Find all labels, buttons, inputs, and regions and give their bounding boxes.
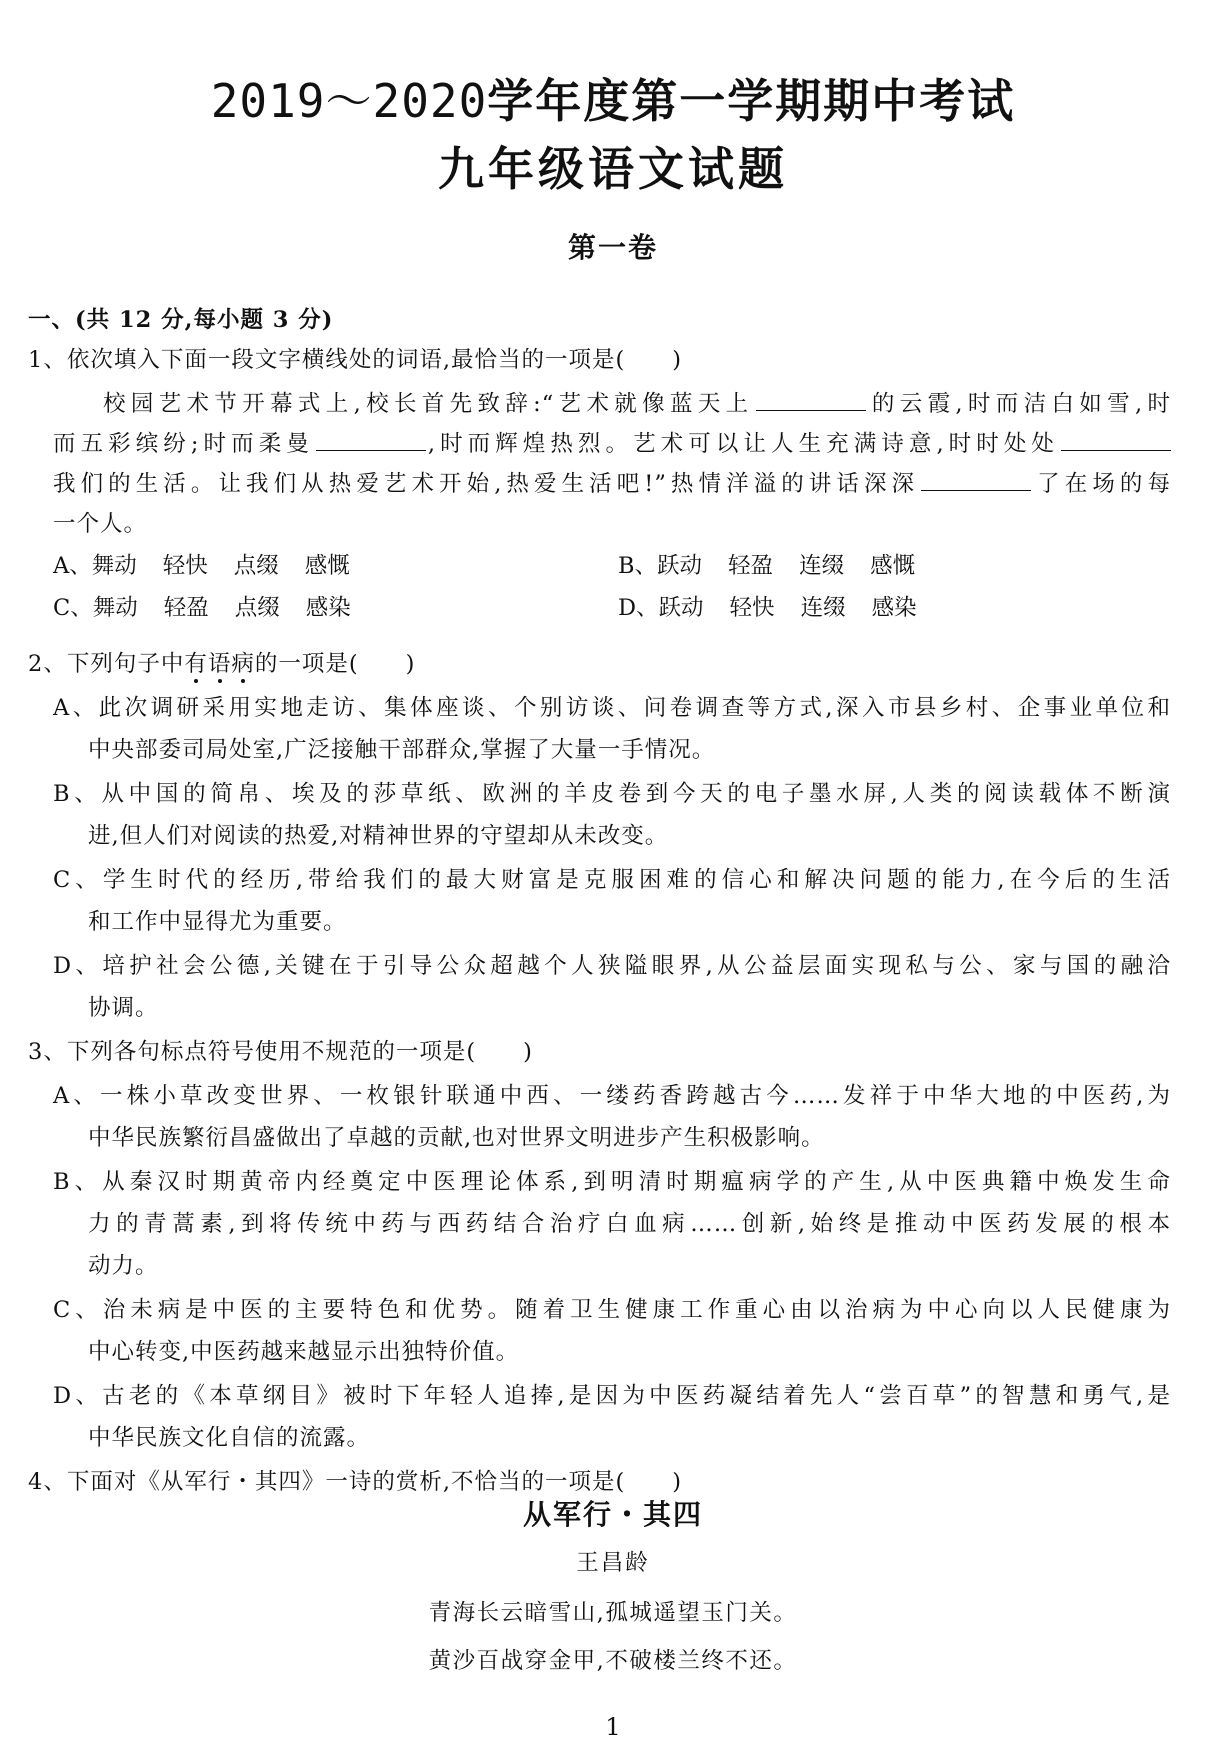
option-text: 感慨 <box>870 553 916 579</box>
q3-option-d-line-2: 中华民族文化自信的流露。 <box>88 1425 371 1451</box>
poem-line-2: 黄沙百战穿金甲,不破楼兰终不还。 <box>428 1648 798 1674</box>
q2-option-b-line-2: 进,但人们对阅读的热爱,对精神世界的守望却从未改变。 <box>88 823 669 849</box>
q2-stem-text: 2、下列句子中 <box>28 651 185 677</box>
q1-option-b[interactable] <box>618 546 941 586</box>
q3-option-d-line-1[interactable]: D、古老的《本草纲目》被时下年轻人追捧,是因为中医药凝结着先人“尝百草”的智慧和勇气,是 <box>53 1383 1171 1409</box>
q2-option-c-line-1[interactable]: C、学生时代的经历,带给我们的最大财富是克服困难的信心和解决问题的能力,在今后的生活 <box>53 867 1171 893</box>
q2-stem <box>28 644 415 684</box>
q2-stem-emphasis <box>184 651 255 677</box>
q1-passage-line-1 <box>103 384 1171 424</box>
q1-passage-line-2 <box>53 424 1171 464</box>
q1-passage-text: 我们的生活。让我们从热爱艺术开始,热爱生活吧!”热情洋溢的讲话深深 <box>53 471 920 497</box>
fill-blank <box>756 388 866 411</box>
option-text: A、舞动 <box>53 553 137 579</box>
q2-option-b-line-1[interactable]: B、从中国的简帛、埃及的莎草纸、欧洲的羊皮卷到今天的电子墨水屏,人类的阅读载体不断演 <box>53 781 1171 807</box>
option-text: 轻快 <box>162 553 208 579</box>
q1-option-c[interactable] <box>53 588 377 628</box>
q3-stem: 3、下列各句标点符号使用不规范的一项是( ) <box>28 1039 533 1065</box>
option-text: 点缀 <box>234 595 280 621</box>
q3-option-b-line-1[interactable]: B、从秦汉时期黄帝内经奠定中医理论体系,到明清时期瘟病学的产生,从中医典籍中焕发生命 <box>53 1169 1171 1195</box>
exam-year: 2019～2020 <box>210 74 488 128</box>
exam-subtitle: 九年级语文试题 <box>438 142 788 196</box>
fill-blank <box>921 468 1031 491</box>
q1-option-a[interactable] <box>53 546 376 586</box>
poem-author: 王昌龄 <box>576 1550 650 1576</box>
option-text: 点缀 <box>233 553 279 579</box>
q1-passage-line-3 <box>53 464 1171 504</box>
q2-stem-text: 的一项是( ) <box>254 651 416 677</box>
page-number: 1 <box>605 1713 621 1741</box>
q1-option-d[interactable] <box>618 588 943 628</box>
option-text: 连缀 <box>800 595 846 621</box>
q1-passage-text: 了在场的每 <box>1033 471 1171 497</box>
q1-passage-text: 的云霞,时而洁白如雪,时 <box>867 391 1171 417</box>
q2-option-a-line-2: 中央部委司局处室,广泛接触干部群众,掌握了大量一手情况。 <box>88 737 716 763</box>
exam-title-main: 学年度第一学期期中考试 <box>487 74 1016 128</box>
q1-passage-text: ,时而辉煌热烈。艺术可以让人生充满诗意,时时处处 <box>427 431 1059 457</box>
section-heading: 一、(共 12 分,每小题 3 分) <box>28 307 334 333</box>
option-text: B、跃动 <box>618 553 703 579</box>
emphasis-char: 有 <box>184 651 208 677</box>
q2-option-d-line-2: 协调。 <box>88 995 159 1021</box>
option-text: C、舞动 <box>53 595 138 621</box>
option-text: 感染 <box>305 595 351 621</box>
emphasis-char: 语 <box>207 651 232 677</box>
option-text: 感慨 <box>304 553 350 579</box>
option-text: 轻盈 <box>728 553 774 579</box>
volume-label: 第一卷 <box>567 231 658 264</box>
poem-line-1: 青海长云暗雪山,孤城遥望玉门关。 <box>428 1600 798 1626</box>
emphasis-char: 病 <box>231 651 255 677</box>
q1-passage-text: 而五彩缤纷;时而柔曼 <box>53 431 314 457</box>
q3-option-a-line-1[interactable]: A、一株小草改变世界、一枚银针联通中西、一缕药香跨越古今……发祥于中华大地的中医药,为 <box>53 1083 1171 1109</box>
q3-option-c-line-2: 中心转变,中医药越来越显示出独特价值。 <box>88 1339 520 1365</box>
q1-stem: 1、依次填入下面一段文字横线处的词语,最恰当的一项是( ) <box>28 347 683 373</box>
q4-stem: 4、下面对《从军行・其四》一诗的赏析,不恰当的一项是( ) <box>28 1469 683 1495</box>
q1-passage-line-4: 一个人。 <box>53 511 148 537</box>
option-text: 轻盈 <box>163 595 209 621</box>
q3-option-c-line-1[interactable]: C、治未病是中医的主要特色和优势。随着卫生健康工作重心由以治病为中心向以人民健康为 <box>53 1297 1171 1323</box>
option-text: 连缀 <box>799 553 845 579</box>
fill-blank <box>1061 428 1171 451</box>
q3-option-b-line-3: 动力。 <box>88 1253 159 1279</box>
q3-option-a-line-2: 中华民族繁衍昌盛做出了卓越的贡献,也对世界文明进步产生积极影响。 <box>88 1125 825 1151</box>
option-text: D、跃动 <box>618 595 704 621</box>
q2-option-a-line-1[interactable]: A、此次调研采用实地走访、集体座谈、个别访谈、问卷调查等方式,深入市县乡村、企事业单位和 <box>53 695 1171 721</box>
exam-title <box>0 70 1226 132</box>
poem-title: 从军行・其四 <box>522 1498 703 1531</box>
q2-option-c-line-2: 和工作中显得尤为重要。 <box>88 909 347 935</box>
q3-option-b-line-2: 力的青蒿素,到将传统中药与西药结合治疗白血病……创新,始终是推动中医药发展的根本 <box>88 1211 1171 1237</box>
option-text: 感染 <box>871 595 917 621</box>
option-text: 轻快 <box>729 595 775 621</box>
q1-passage-text: 校园艺术节开幕式上,校长首先致辞:“艺术就像蓝天上 <box>103 391 754 417</box>
q2-option-d-line-1[interactable]: D、培护社会公德,关键在于引导公众超越个人狭隘眼界,从公益层面实现私与公、家与国的融洽 <box>53 953 1171 979</box>
fill-blank <box>316 428 426 451</box>
